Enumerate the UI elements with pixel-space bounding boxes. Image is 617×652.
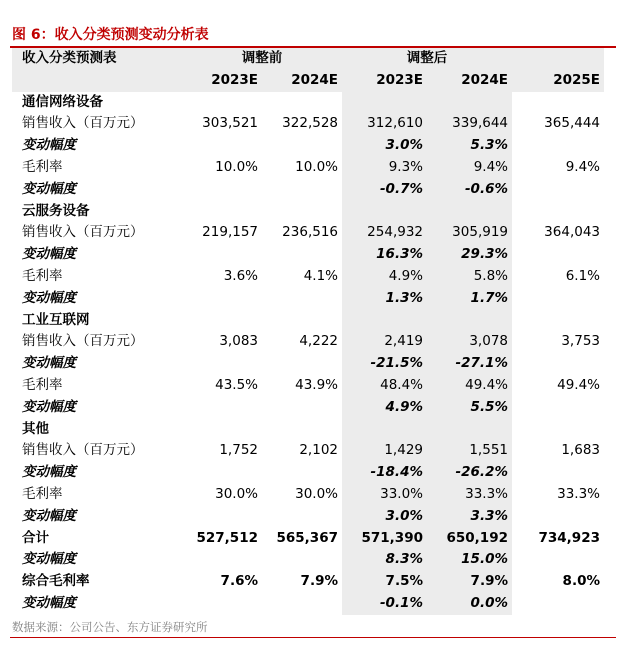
table-row	[12, 571, 604, 593]
cell-value: 33.3%	[465, 485, 508, 502]
cell-value: 4.9%	[385, 398, 423, 415]
table-row	[12, 92, 604, 114]
cell-value: 3.0%	[385, 137, 423, 154]
cell-value	[512, 310, 604, 332]
cell-value: 7.9%	[470, 573, 508, 590]
cell-value	[262, 179, 342, 201]
bottom-divider	[10, 637, 616, 638]
cell-value	[512, 549, 604, 571]
row-label: 变动幅度	[22, 246, 76, 263]
cell-value: 312,610	[367, 115, 423, 132]
cell-value	[182, 179, 262, 201]
cell-value	[262, 288, 342, 310]
table-row	[12, 440, 604, 462]
row-label: 销售收入（百万元）	[22, 224, 144, 241]
cell-value	[512, 593, 604, 615]
cell-value	[512, 92, 604, 114]
cell-value: 3.6%	[223, 267, 258, 284]
cell-value	[182, 92, 262, 114]
cell-value	[342, 419, 427, 441]
cell-value: 6.1%	[565, 267, 600, 284]
cell-value	[427, 201, 512, 223]
cell-value	[182, 310, 262, 332]
cell-value: 16.3%	[376, 246, 423, 263]
table-row	[12, 593, 604, 615]
cell-value: 1,683	[561, 442, 600, 459]
cell-value	[342, 201, 427, 223]
figure-title: 图 6：收入分类预测变动分析表	[12, 27, 209, 43]
cell-value: 650,192	[446, 529, 508, 546]
header-empty-cell	[12, 70, 182, 92]
row-label: 综合毛利率	[22, 573, 90, 590]
table-row	[12, 484, 604, 506]
header-label: 收入分类预测表	[22, 50, 117, 66]
cell-value	[342, 92, 427, 114]
cell-value: 4,222	[299, 333, 338, 350]
cell-value: 3,753	[561, 333, 600, 350]
row-label: 变动幅度	[22, 464, 76, 481]
row-label: 其他	[22, 420, 49, 437]
row-label: 通信网络设备	[22, 93, 103, 110]
table-row	[12, 528, 604, 550]
cell-value: 565,367	[276, 529, 338, 546]
header-year: 2024E	[291, 71, 338, 88]
table-row	[12, 506, 604, 528]
cell-value	[182, 135, 262, 157]
row-label: 销售收入（百万元）	[22, 115, 144, 132]
table-row	[12, 157, 604, 179]
table-row	[12, 549, 604, 571]
cell-value: 49.4%	[557, 376, 600, 393]
header-empty-cell	[512, 48, 604, 70]
cell-value	[182, 593, 262, 615]
cell-value	[512, 353, 604, 375]
cell-value	[427, 92, 512, 114]
cell-value: 7.5%	[385, 573, 423, 590]
cell-value	[262, 506, 342, 528]
cell-value: 8.3%	[385, 551, 423, 568]
row-label: 合计	[22, 529, 49, 546]
cell-value	[262, 593, 342, 615]
cell-value: 3.3%	[470, 507, 508, 524]
cell-value	[512, 179, 604, 201]
cell-value: 9.4%	[565, 158, 600, 175]
cell-value: 3.0%	[385, 507, 423, 524]
table-row	[12, 310, 604, 332]
cell-value: 219,157	[202, 224, 258, 241]
table-row	[12, 331, 604, 353]
cell-value	[262, 462, 342, 484]
cell-value	[262, 353, 342, 375]
cell-value: 339,644	[452, 115, 508, 132]
forecast-table-container	[12, 48, 604, 615]
cell-value	[342, 310, 427, 332]
cell-value	[512, 288, 604, 310]
row-label: 变动幅度	[22, 398, 76, 415]
cell-value: 5.3%	[470, 137, 508, 154]
header-year: 2023E	[211, 71, 258, 88]
cell-value: 43.5%	[215, 376, 258, 393]
cell-value: 2,419	[384, 333, 423, 350]
cell-value	[262, 201, 342, 223]
cell-value: 0.0%	[470, 594, 508, 611]
cell-value: 1,429	[384, 442, 423, 459]
cell-value: 364,043	[544, 224, 600, 241]
cell-value	[182, 353, 262, 375]
table-row	[12, 462, 604, 484]
cell-value: 9.4%	[473, 158, 508, 175]
cell-value: -18.4%	[370, 464, 423, 481]
table-row	[12, 419, 604, 441]
cell-value: 7.9%	[300, 573, 338, 590]
row-label: 毛利率	[22, 485, 63, 502]
row-label: 变动幅度	[22, 137, 76, 154]
row-label: 变动幅度	[22, 594, 76, 611]
cell-value: 527,512	[196, 529, 258, 546]
cell-value	[182, 201, 262, 223]
cell-value: 48.4%	[380, 376, 423, 393]
cell-value: 571,390	[361, 529, 423, 546]
cell-value: 2,102	[299, 442, 338, 459]
cell-value: 30.0%	[295, 485, 338, 502]
header-year: 2024E	[461, 71, 508, 88]
cell-value: 9.3%	[388, 158, 423, 175]
cell-value: 33.0%	[380, 485, 423, 502]
header-row-years	[12, 70, 604, 92]
table-row	[12, 244, 604, 266]
cell-value: -21.5%	[370, 355, 423, 372]
table-row	[12, 288, 604, 310]
cell-value	[512, 244, 604, 266]
cell-value: 29.3%	[461, 246, 508, 263]
row-label: 销售收入（百万元）	[22, 442, 144, 459]
cell-value	[182, 244, 262, 266]
row-label: 变动幅度	[22, 289, 76, 306]
row-label: 变动幅度	[22, 180, 76, 197]
cell-value	[512, 506, 604, 528]
cell-value: 5.8%	[473, 267, 508, 284]
table-row	[12, 375, 604, 397]
row-label: 变动幅度	[22, 507, 76, 524]
cell-value	[512, 419, 604, 441]
cell-value: 1.7%	[470, 289, 508, 306]
cell-value	[262, 244, 342, 266]
cell-value: 33.3%	[557, 485, 600, 502]
cell-value: -27.1%	[455, 355, 508, 372]
cell-value	[182, 419, 262, 441]
table-row	[12, 397, 604, 419]
cell-value: -26.2%	[455, 464, 508, 481]
cell-value: 4.1%	[303, 267, 338, 284]
cell-value: 30.0%	[215, 485, 258, 502]
cell-value	[262, 310, 342, 332]
forecast-table	[12, 48, 604, 615]
cell-value: 43.9%	[295, 376, 338, 393]
cell-value: 236,516	[282, 224, 338, 241]
row-label: 销售收入（百万元）	[22, 333, 144, 350]
cell-value: 5.5%	[470, 398, 508, 415]
header-group-after: 调整后	[406, 50, 448, 66]
cell-value: 305,919	[452, 224, 508, 241]
cell-value: 10.0%	[295, 158, 338, 175]
cell-value	[512, 201, 604, 223]
cell-value: 1.3%	[385, 289, 423, 306]
cell-value	[262, 397, 342, 419]
cell-value: 49.4%	[465, 376, 508, 393]
cell-value: 734,923	[538, 529, 600, 546]
row-label: 云服务设备	[22, 202, 90, 219]
cell-value: 4.9%	[388, 267, 423, 284]
table-row	[12, 222, 604, 244]
cell-value	[182, 462, 262, 484]
cell-value	[182, 506, 262, 528]
cell-value: 1,551	[469, 442, 508, 459]
cell-value	[262, 549, 342, 571]
header-year: 2025E	[553, 71, 600, 88]
header-group-before: 调整前	[241, 50, 283, 66]
cell-value	[512, 135, 604, 157]
cell-value	[427, 419, 512, 441]
cell-value: 1,752	[219, 442, 258, 459]
row-label: 毛利率	[22, 376, 63, 393]
cell-value: 254,932	[367, 224, 423, 241]
cell-value	[262, 92, 342, 114]
cell-value: 7.6%	[220, 573, 258, 590]
row-label: 变动幅度	[22, 551, 76, 568]
cell-value: 15.0%	[461, 551, 508, 568]
cell-value	[182, 549, 262, 571]
cell-value: 10.0%	[215, 158, 258, 175]
cell-value: 303,521	[202, 115, 258, 132]
cell-value	[262, 419, 342, 441]
table-row	[12, 179, 604, 201]
header-year: 2023E	[376, 71, 423, 88]
table-row	[12, 201, 604, 223]
table-row	[12, 113, 604, 135]
row-label: 变动幅度	[22, 355, 76, 372]
header-row-group	[12, 48, 604, 70]
cell-value: -0.1%	[379, 594, 423, 611]
cell-value	[512, 462, 604, 484]
cell-value	[427, 310, 512, 332]
row-label: 工业互联网	[22, 311, 90, 328]
cell-value: -0.6%	[464, 180, 508, 197]
cell-value: 322,528	[282, 115, 338, 132]
row-label: 毛利率	[22, 158, 63, 175]
source-note: 数据来源：公司公告、东方证券研究所	[12, 620, 208, 634]
cell-value: 365,444	[544, 115, 600, 132]
table-row	[12, 353, 604, 375]
cell-value	[512, 397, 604, 419]
cell-value	[262, 135, 342, 157]
cell-value: -0.7%	[379, 180, 423, 197]
table-row	[12, 135, 604, 157]
table-row	[12, 266, 604, 288]
row-label: 毛利率	[22, 267, 63, 284]
cell-value: 8.0%	[562, 573, 600, 590]
cell-value: 3,083	[219, 333, 258, 350]
cell-value	[182, 288, 262, 310]
cell-value: 3,078	[469, 333, 508, 350]
cell-value	[182, 397, 262, 419]
